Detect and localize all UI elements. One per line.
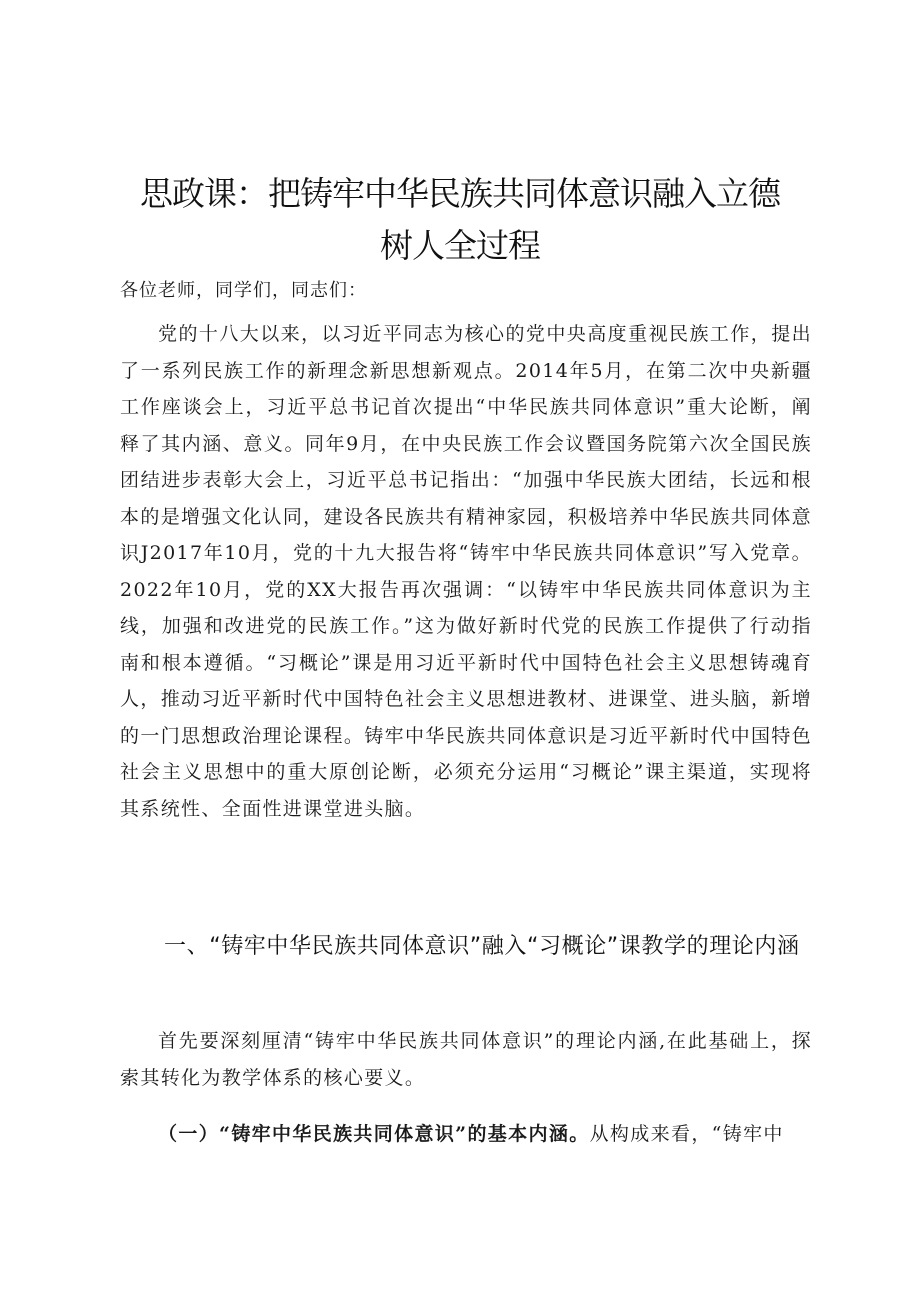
subsection-text: 从构成来看，“铸牢中 [589,1123,784,1145]
document-title-line-1: 思政课：把铸牢中华民族共同体意识融入立德 [140,174,780,213]
document-title-line-2: 树人全过程 [380,226,540,265]
body-paragraph-1: 党的十八大以来，以习近平同志为核心的党中央高度重视民族工作，提出了一系列民族工作的新理念新思想新观点。2014年5月，在第二次中央新疆工作座谈会上，习近平总书记首次提出“中华民族共同体意识”重大论断，阐释了其内涵、意义。同年9月，在中央民族工作会议暨国务院第六次全国民族团结进步表彰大会上，习近平总书记指出：“加强中华民族大团结，长远和根本的是增强文化认同，建设各民族共有精神家园，积极培养中华民族共同体意识J2017年10月，党的十九大报告将“铸牢中华民族共同体意识”写入党章。2022年10月，党的XX大报告再次强调：“以铸牢中华民族共同体意识为主线，加强和改进党的民族工作。”这为做好新时代党的民族工作提供了行动指南和根本遵循。“习概论”课是用习近平新时代中国特色社会主义思想铸魂育人，推动习近平新时代中国特色社会主义思想进教材、进课堂、进头脑，新增的一门思想政治理论课程。铸牢中华民族共同体意识是习近平新时代中国特色社会主义思想中的重大原创论断，必须充分运用“习概论”课主渠道，实现将其系统性、全面性进课堂进头脑。 [120,323,812,820]
salutation: 各位老师，同学们，同志们： [120,280,367,301]
body-paragraph-2: 首先要深刻厘清“铸牢中华民族共同体意识”的理论内涵,在此基础上，探索其转化为教学体系的核心要义。 [120,1030,812,1089]
subsection-paragraph [120,1116,812,1153]
subsection-heading: （一）“铸牢中华民族共同体意识”的基本内涵。 [158,1123,590,1145]
section-heading-1: 一、“铸牢中华民族共同体意识”融入“习概论”课教学的理论内涵 [164,934,800,959]
